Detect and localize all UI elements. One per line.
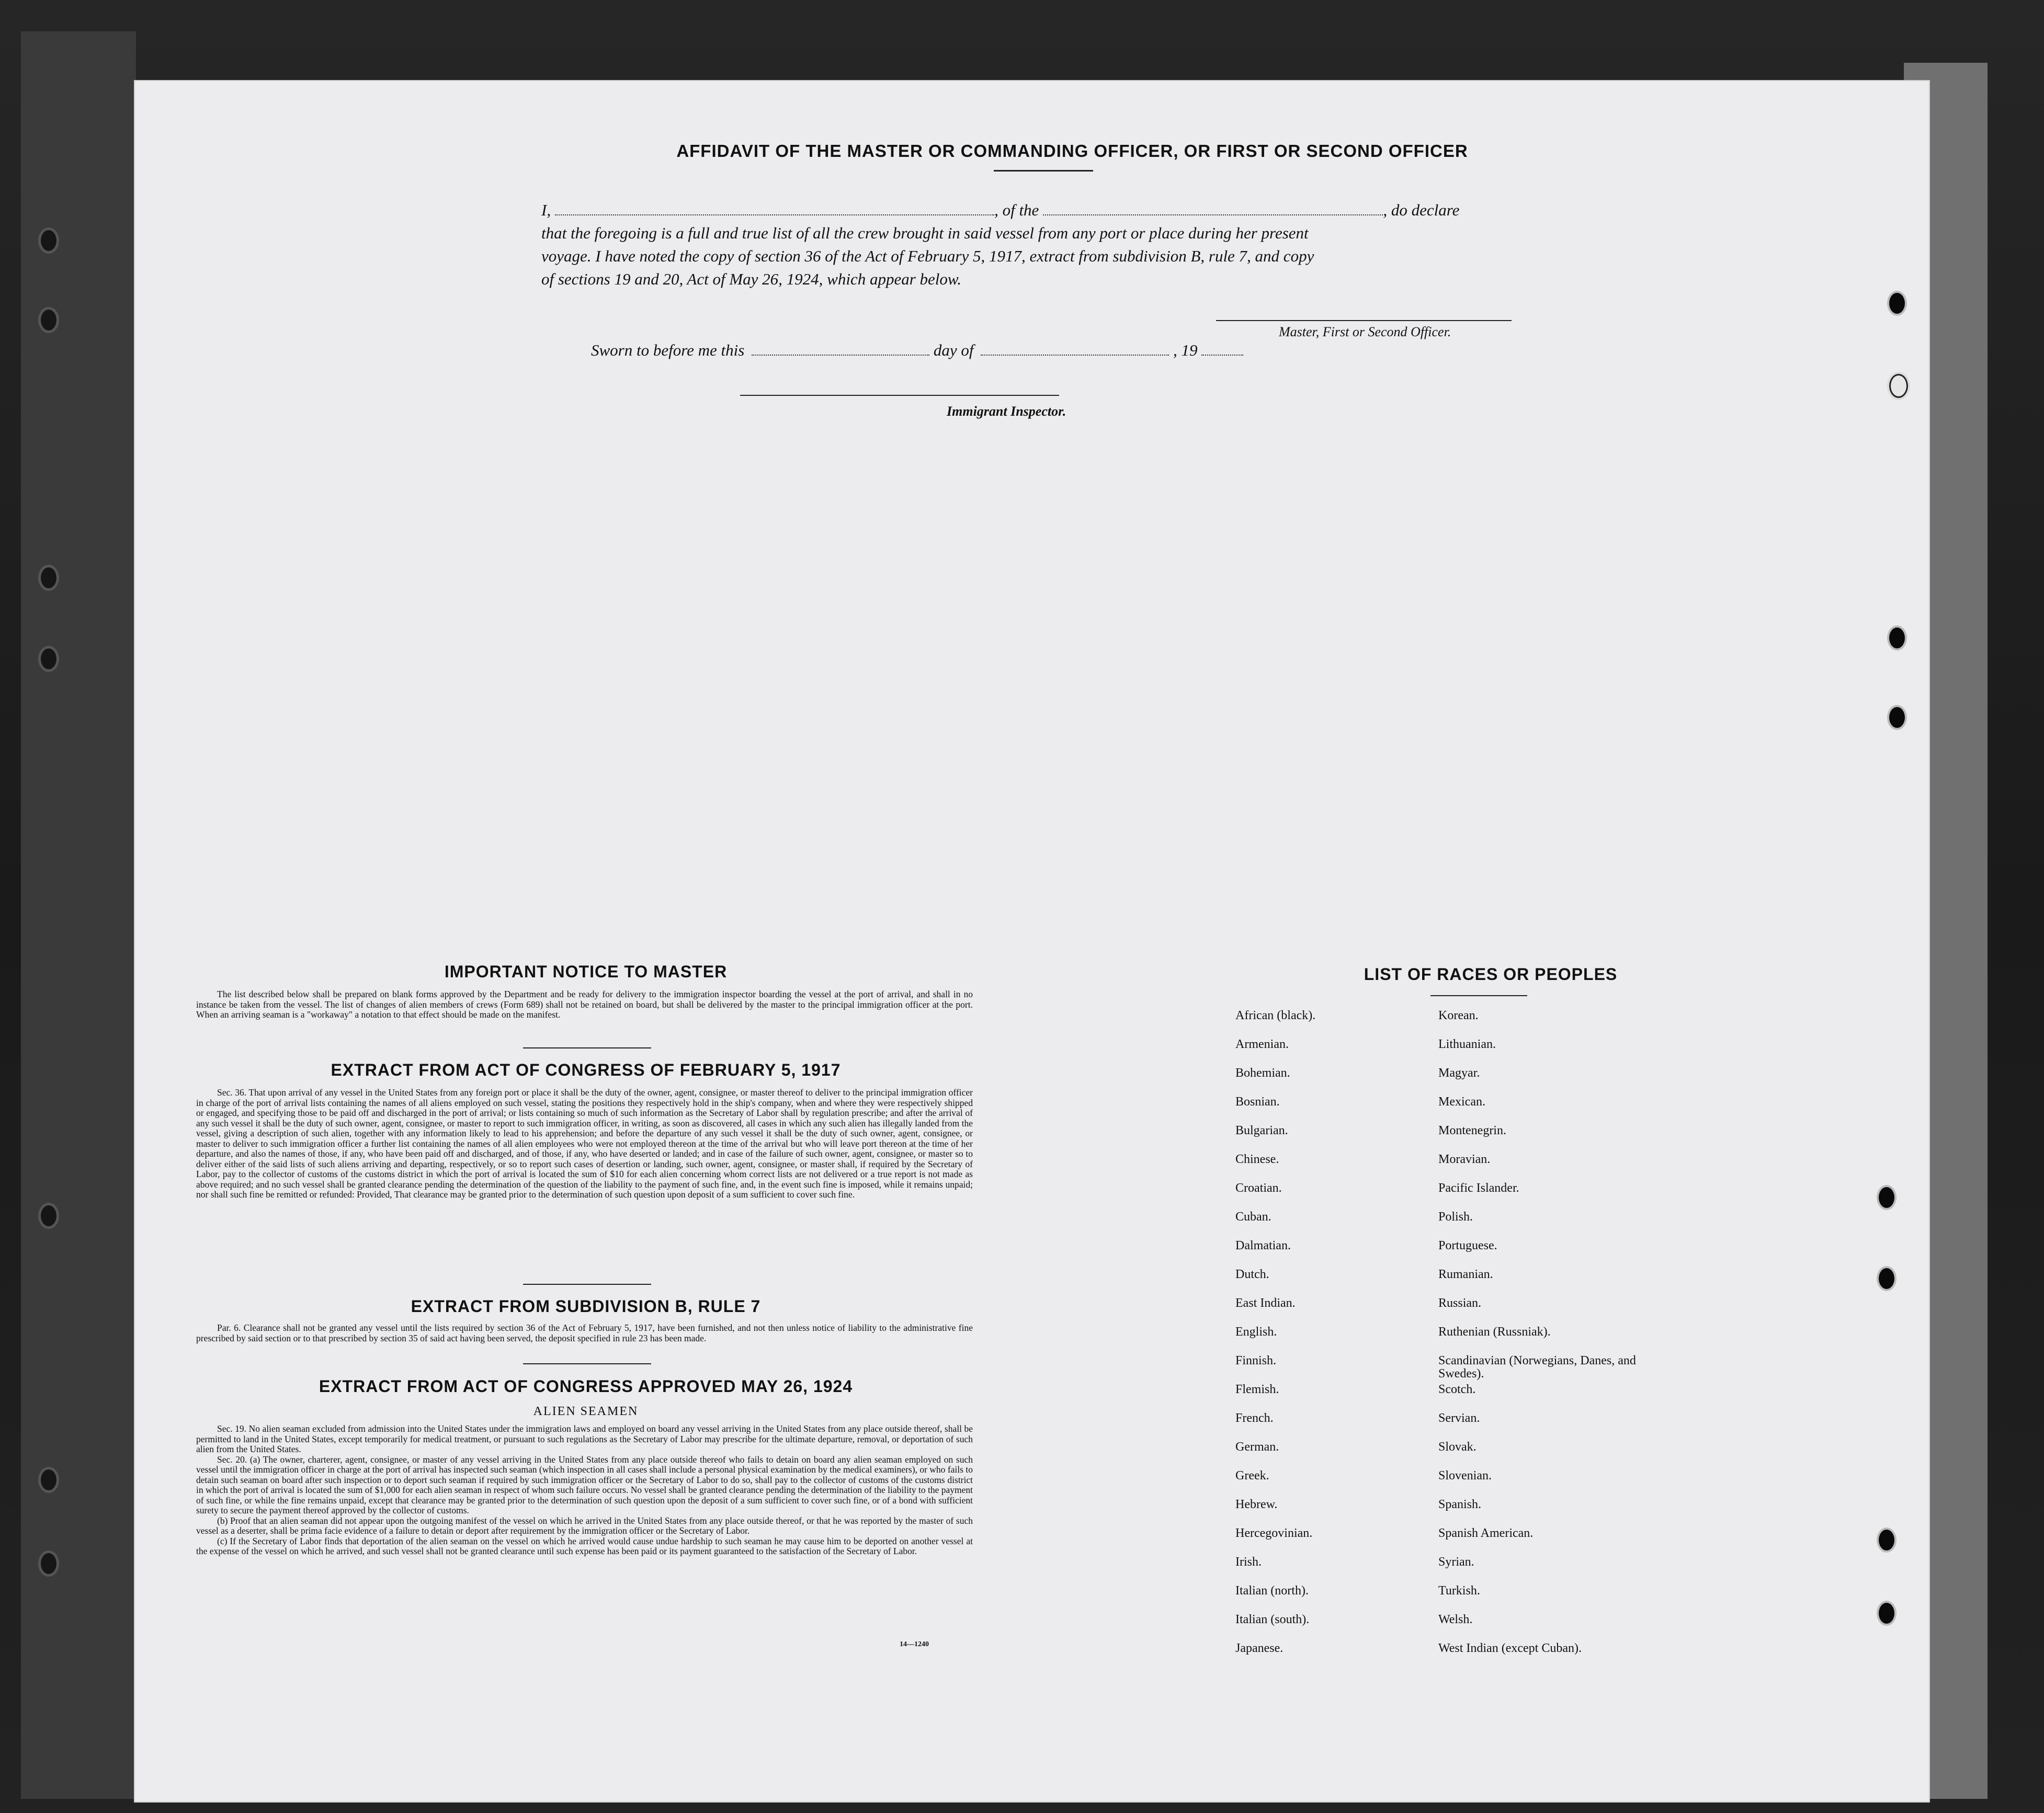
race-item: Hercegovinian.	[1235, 1526, 1313, 1540]
race-item: Scandinavian (Norwegians, Danes, and Swedes).	[1438, 1354, 1636, 1381]
binder-hole	[41, 310, 56, 330]
race-item: Rumanian.	[1438, 1268, 1493, 1281]
race-item: Italian (south).	[1235, 1613, 1310, 1626]
binder-hole	[1879, 1530, 1894, 1550]
race-item: Japanese.	[1235, 1641, 1284, 1655]
race-item: Montenegrin.	[1438, 1124, 1506, 1137]
section-rule	[523, 1363, 651, 1364]
binder-hole	[1879, 1187, 1894, 1208]
race-item: Ruthenian (Russniak).	[1438, 1325, 1551, 1339]
race-item: Lithuanian.	[1438, 1037, 1496, 1051]
extract-1924-title: EXTRACT FROM ACT OF CONGRESS APPROVED MAY 26, 1924	[319, 1377, 853, 1396]
binder-hole	[1889, 293, 1905, 314]
race-item: Pacific Islander.	[1438, 1181, 1519, 1195]
inspector-signature-line[interactable]	[740, 395, 1059, 396]
binder-hole	[41, 1553, 56, 1574]
race-item: Irish.	[1235, 1555, 1262, 1569]
master-signature-label: Master, First or Second Officer.	[1279, 324, 1451, 339]
race-item: Welsh.	[1438, 1613, 1473, 1626]
race-item: English.	[1235, 1325, 1277, 1339]
extract-1917-title: EXTRACT FROM ACT OF CONGRESS OF FEBRUARY 5, 1917	[331, 1061, 841, 1079]
form-number: 14—1240	[900, 1640, 929, 1648]
section-rule	[523, 1047, 651, 1048]
race-item: Portuguese.	[1438, 1239, 1497, 1252]
race-item: Hebrew.	[1235, 1498, 1278, 1511]
declaration-line-4: of sections 19 and 20, Act of May 26, 1924, which appear below.	[541, 270, 962, 288]
race-item: Bulgarian.	[1235, 1124, 1288, 1137]
race-item: Slovenian.	[1438, 1469, 1492, 1483]
sworn-prefix: Sworn to before me this	[591, 341, 745, 359]
year-blank[interactable]	[1201, 342, 1243, 356]
year-prefix: , 19	[1173, 341, 1198, 359]
title-rule	[994, 170, 1093, 172]
race-item: Turkish.	[1438, 1584, 1480, 1598]
race-item: African (black).	[1235, 1009, 1316, 1022]
i-label: I,	[541, 201, 551, 219]
binder-hole	[1889, 628, 1905, 648]
binder-hole	[41, 567, 56, 588]
binder-hole	[41, 230, 56, 251]
races-column-1	[1235, 1009, 1315, 1671]
section-rule	[523, 1284, 651, 1285]
affidavit-title: AFFIDAVIT OF THE MASTER OR COMMANDING OFFICER, OR FIRST OR SECOND OFFICER	[676, 141, 1468, 161]
race-item: Russian.	[1438, 1296, 1482, 1310]
race-item: East Indian.	[1235, 1296, 1296, 1310]
subdivision-body: Par. 6. Clearance shall not be granted any vessel until the lists required by section 36 of the Act of February 5, 1917, have been furnished, and not then unless notice of liability to the administrative fine prescribed by said section or to that prescribed by section 35 of said act having been served, the deposit specified in rule 23 has been made.	[196, 1322, 973, 1343]
affidavit-declaration	[541, 199, 1546, 291]
race-item: Polish.	[1438, 1210, 1473, 1224]
binder-hole	[1889, 707, 1905, 728]
binder-hole	[41, 1469, 56, 1490]
race-item: Dutch.	[1235, 1268, 1269, 1281]
day-of-label: day of	[933, 341, 974, 359]
race-item: Spanish American.	[1438, 1526, 1534, 1540]
race-item: Armenian.	[1235, 1037, 1289, 1051]
section-20a: Sec. 20. (a) The owner, charterer, agent, consignee, or master of any vessel arriving in the United States from any place outside thereof who fails to detain on board any alien seaman employed on such vessel until the immigration officer in charge at the port of arrival has inspected such seaman (which inspection in all cases shall include a personal physical examination by the medical examiners), or who fails to detain such seaman on board after such inspection or to deport such seaman if required by such immigration officer or the Secretary of Labor to do so, shall pay to the collector of customs of the customs district in which the port of arrival is located the sum of $1,000 for each alien seaman in respect of whom such failure occurs. No vessel shall be granted clearance pending the determination of the liability to the payment of such fine, or while the fine remains unpaid, except that clearance may be granted prior to the determination of such question upon the deposit of a sum sufficient to cover such fine, or of a bond with sufficient surety to secure the payment thereof approved by the collector of customs.	[196, 1454, 973, 1515]
notice-body: The list described below shall be prepared on blank forms approved by the Department and be ready for delivery to the immigration inspector boarding the vessel at the port of arrival, and shall in no instance be taken from the vessel. The list of changes of alien members of crews (Form 689) shall not be retained on board, but shall be delivered by the master to the principal immigration officer at the port. When an arriving seaman is a "workaway" a notation to that effect should be made on the manifest.	[196, 989, 973, 1020]
race-item: Croatian.	[1235, 1181, 1282, 1195]
do-declare-label: , do declare	[1383, 201, 1460, 219]
binder-hole	[1879, 1268, 1894, 1289]
declaration-line-2: that the foregoing is a full and true list of all the crew brought in said vessel from any port or place during her present	[541, 224, 1309, 242]
races-title: LIST OF RACES OR PEOPLES	[1364, 965, 1618, 984]
race-item: Mexican.	[1438, 1095, 1485, 1109]
races-column-2	[1438, 1009, 1637, 1671]
binder-hole	[1879, 1603, 1894, 1624]
vessel-blank[interactable]	[1043, 202, 1383, 215]
race-item: Bohemian.	[1235, 1066, 1290, 1080]
binder-hole	[1889, 374, 1908, 398]
name-blank[interactable]	[555, 202, 994, 215]
binder-hole	[41, 1205, 56, 1226]
race-item: Scotch.	[1438, 1383, 1476, 1396]
declaration-line-3: voyage. I have noted the copy of section 36 of the Act of February 5, 1917, extract from subdivision B, rule 7, and copy	[541, 247, 1314, 265]
subdivision-title: EXTRACT FROM SUBDIVISION B, RULE 7	[411, 1297, 761, 1316]
master-signature-line[interactable]	[1216, 320, 1512, 321]
race-item: German.	[1235, 1440, 1279, 1454]
race-item: Cuban.	[1235, 1210, 1271, 1224]
race-item: Chinese.	[1235, 1153, 1279, 1166]
race-item: Servian.	[1438, 1411, 1480, 1425]
binder-edge-left	[21, 31, 136, 1799]
binder-hole	[41, 648, 56, 669]
sworn-line	[591, 341, 1243, 360]
race-item: Bosnian.	[1235, 1095, 1280, 1109]
inspector-signature-label: Immigrant Inspector.	[947, 404, 1066, 419]
title-rule	[1430, 995, 1527, 996]
alien-seamen-subtitle: ALIEN SEAMEN	[533, 1405, 639, 1418]
race-item: Moravian.	[1438, 1153, 1491, 1166]
race-item: Spanish.	[1438, 1498, 1482, 1511]
race-item: Magyar.	[1438, 1066, 1480, 1080]
race-item: French.	[1235, 1411, 1274, 1425]
section-20b: (b) Proof that an alien seaman did not appear upon the outgoing manifest of the vessel on which he arrived in the United States from any place outside thereof, or that he was reported by the master of such vessel as a deserter, shall be prima facie evidence of a failure to detain or deport after requirement by the immigration officer or the Secretary of Labor.	[196, 1515, 973, 1536]
extract-1917-body: Sec. 36. That upon arrival of any vessel in the United States from any foreign port or place it shall be the duty of the owner, agent, consignee, or master thereof to deliver to the principal immigration officer in charge of the port of arrival lists containing the names of all aliens employed on such vessel, stating the positions they respectively hold in the ship's company, when and where they were respectively shipped or engaged, and specifying those to be paid off and discharged in the port of arrival; or lists containing so much of such information as the Secretary of Labor shall by regulation prescribe; and after the arrival of any such vessel it shall be the duty of such owner, agent, consignee, or master to report to such immigration officer, in writing, as soon as discovered, all cases in which any such alien has illegally landed from the vessel, giving a description of such alien, together with any information likely to lead to his apprehension; and before the departure of any such vessel it shall be the duty of such owner, agent, consignee, or master to deliver to such immigration officer a further list containing the names of all alien employees who were not employed thereon at the time of the arrival but who will leave port thereon at the time of her departure, and also the names of those, if any, who have been paid off and discharged, and of those, if any, who have deserted or landed; and in case of the failure of such owner, agent, consignee, or master so to deliver either of the said lists of such aliens arriving and departing, respectively, or so to report such cases of desertion or landing, such owner, agent, consignee, or master shall, if required by the Secretary of Labor, pay to the collector of customs of the customs district in which the port of arrival is located the sum of $10 for each alien concerning whom correct lists are not delivered or a true report is not made as above required; and no such vessel shall be granted clearance pending the determination of the question of the liability to the payment of such fine, and, in the event such fine is imposed, while it remains unpaid; nor shall such fine be remitted or refunded: Provided, That clearance may be granted prior to the determination of such question upon deposit of a sum sufficient to cover such fine.	[196, 1087, 973, 1200]
race-item: Dalmatian.	[1235, 1239, 1291, 1252]
day-blank[interactable]	[752, 342, 929, 356]
declaration-line-1	[541, 199, 1546, 222]
race-item: Slovak.	[1438, 1440, 1477, 1454]
notice-title: IMPORTANT NOTICE TO MASTER	[444, 962, 728, 981]
extract-1924-body	[196, 1424, 973, 1557]
month-blank[interactable]	[981, 342, 1169, 356]
race-item: Flemish.	[1235, 1383, 1279, 1396]
section-20c: (c) If the Secretary of Labor finds that deportation of the alien seaman on the vessel on which he arrived would cause undue hardship to such seaman he may cause him to be deported on another vessel at the expense of the vessel on which he arrived, and such vessel shall not be granted clearance until such expense has been paid or its payment guaranteed to the satisfaction of the Secretary of Labor.	[196, 1535, 973, 1556]
race-item: Italian (north).	[1235, 1584, 1309, 1598]
race-item: West Indian (except Cuban).	[1438, 1641, 1582, 1655]
of-the-label: , of the	[994, 201, 1039, 219]
race-item: Greek.	[1235, 1469, 1269, 1483]
section-19: Sec. 19. No alien seaman excluded from admission into the United States under the immigration laws and employed on board any vessel arriving in the United States from any place outside thereof, shall be permitted to land in the United States, except temporarily for medical treatment, or pursuant to such regulations as the Secretary of Labor may prescribe for the ultimate departure, removal, or deportation of such alien from the United States.	[196, 1423, 973, 1454]
race-item: Finnish.	[1235, 1354, 1277, 1367]
race-item: Korean.	[1438, 1009, 1479, 1022]
race-item: Syrian.	[1438, 1555, 1474, 1569]
